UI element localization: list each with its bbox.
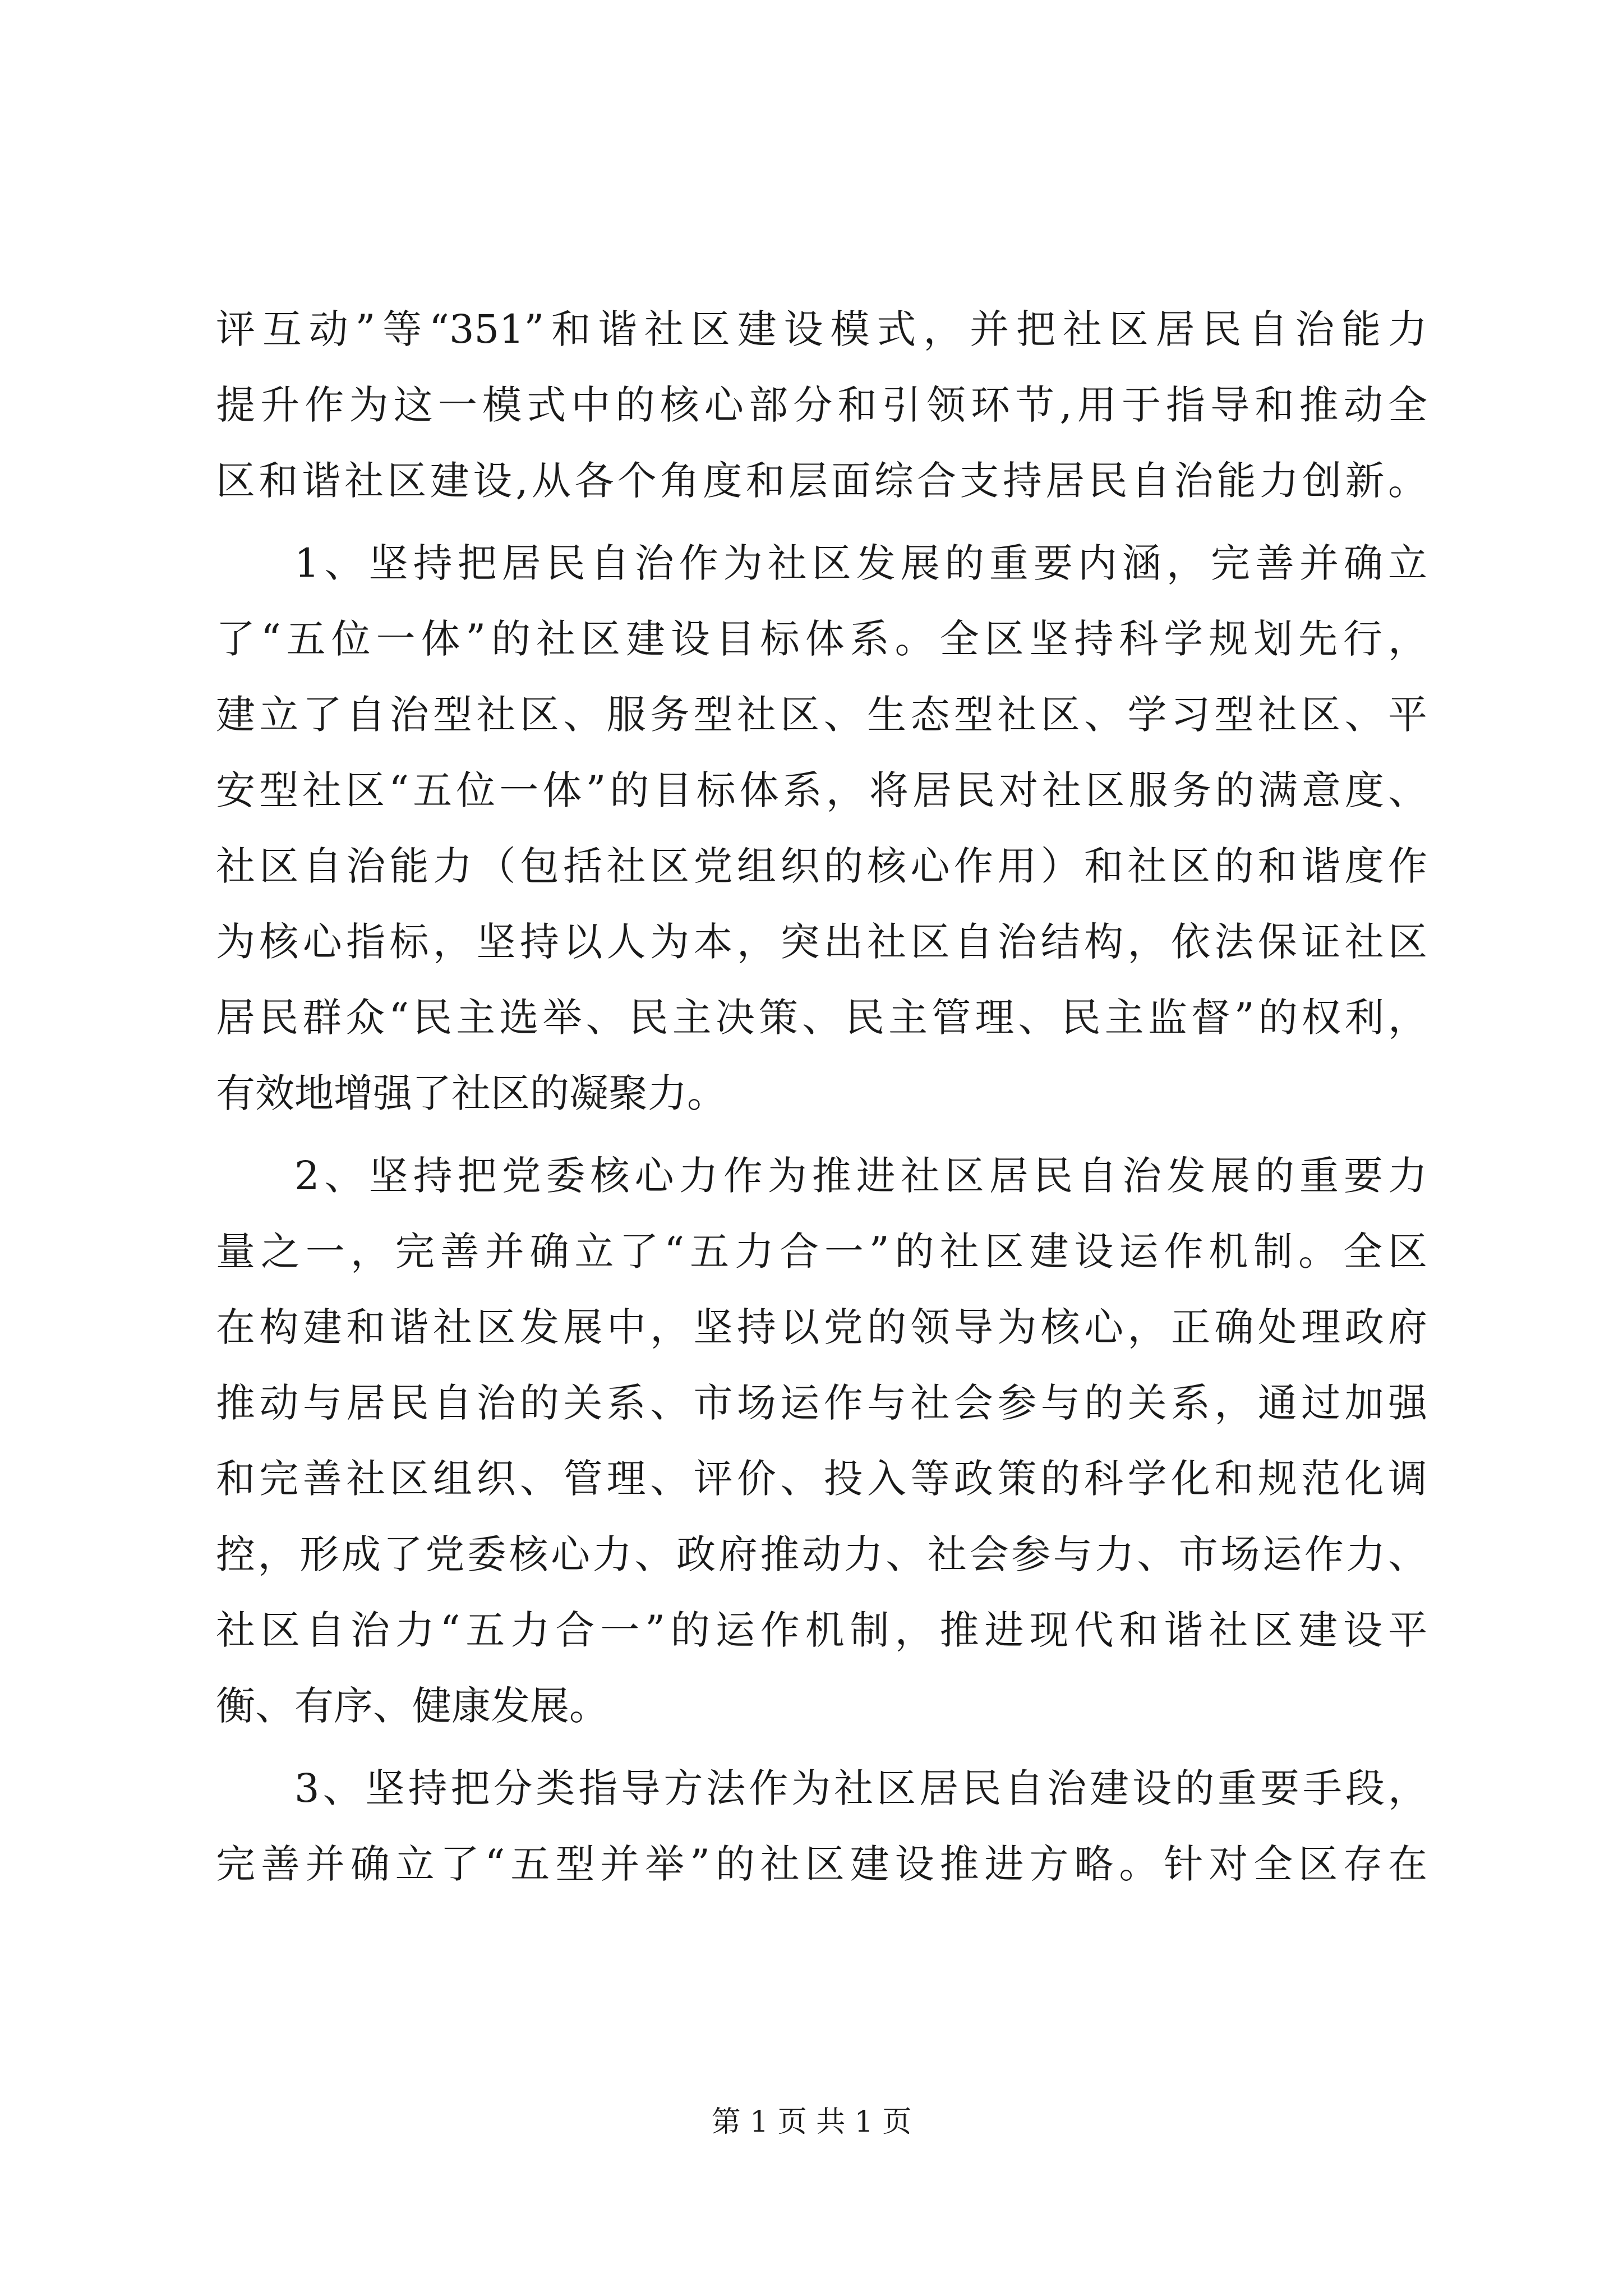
page-footer [0, 2102, 1623, 2142]
text-line: 为核心指标，坚持以人为本，突出社区自治结构，依法保证社区 [216, 919, 1427, 965]
text-line: 区和谐社区建设,从各个角度和层面综合支持居民自治能力创新。 [216, 458, 1427, 504]
text-line: 在构建和谐社区发展中，坚持以党的领导为核心，正确处理政府 [216, 1304, 1427, 1350]
text-line: 量之一，完善并确立了“五力合一”的社区建设运作机制。全区 [216, 1228, 1427, 1274]
text-line: 完善并确立了“五型并举”的社区建设推进方略。针对全区存在 [216, 1841, 1427, 1887]
text-line: 社区自治能力（包括社区党组织的核心作用）和社区的和谐度作 [216, 843, 1427, 889]
text-line: 衡、有序、健康发展。 [216, 1683, 608, 1729]
text-line: 有效地增强了社区的凝聚力。 [216, 1070, 726, 1116]
text-line: 评互动”等“351”和谐社区建设模式，并把社区居民自治能力 [216, 306, 1427, 352]
document-body [216, 292, 1427, 1902]
text-line: 建立了自治型社区、服务型社区、生态型社区、学习型社区、平 [216, 692, 1427, 738]
text-line: 提升作为这一模式中的核心部分和引领环节,用于指导和推动全 [216, 382, 1427, 428]
text-line: 了“五位一体”的社区建设目标体系。全区坚持科学规划先行， [216, 616, 1427, 662]
paragraph-start-line: 2、坚持把党委核心力作为推进社区居民自治发展的重要力 [294, 1153, 1427, 1199]
text-line: 和完善社区组织、管理、评价、投入等政策的科学化和规范化调 [216, 1456, 1427, 1502]
page-number-label: 第 1 页 共 1 页 [711, 2105, 912, 2139]
text-line: 安型社区“五位一体”的目标体系，将居民对社区服务的满意度、 [216, 767, 1427, 813]
text-line: 居民群众“民主选举、民主决策、民主管理、民主监督”的权利， [216, 995, 1427, 1041]
paragraph-start-line: 1、坚持把居民自治作为社区发展的重要内涵，完善并确立 [294, 540, 1427, 586]
text-line: 社区自治力“五力合一”的运作机制，推进现代和谐社区建设平 [216, 1607, 1427, 1653]
paragraph-start-line: 3、坚持把分类指导方法作为社区居民自治建设的重要手段， [294, 1765, 1427, 1811]
text-line: 控，形成了党委核心力、政府推动力、社会参与力、市场运作力、 [216, 1531, 1427, 1577]
text-line: 推动与居民自治的关系、市场运作与社会参与的关系，通过加强 [216, 1380, 1427, 1426]
